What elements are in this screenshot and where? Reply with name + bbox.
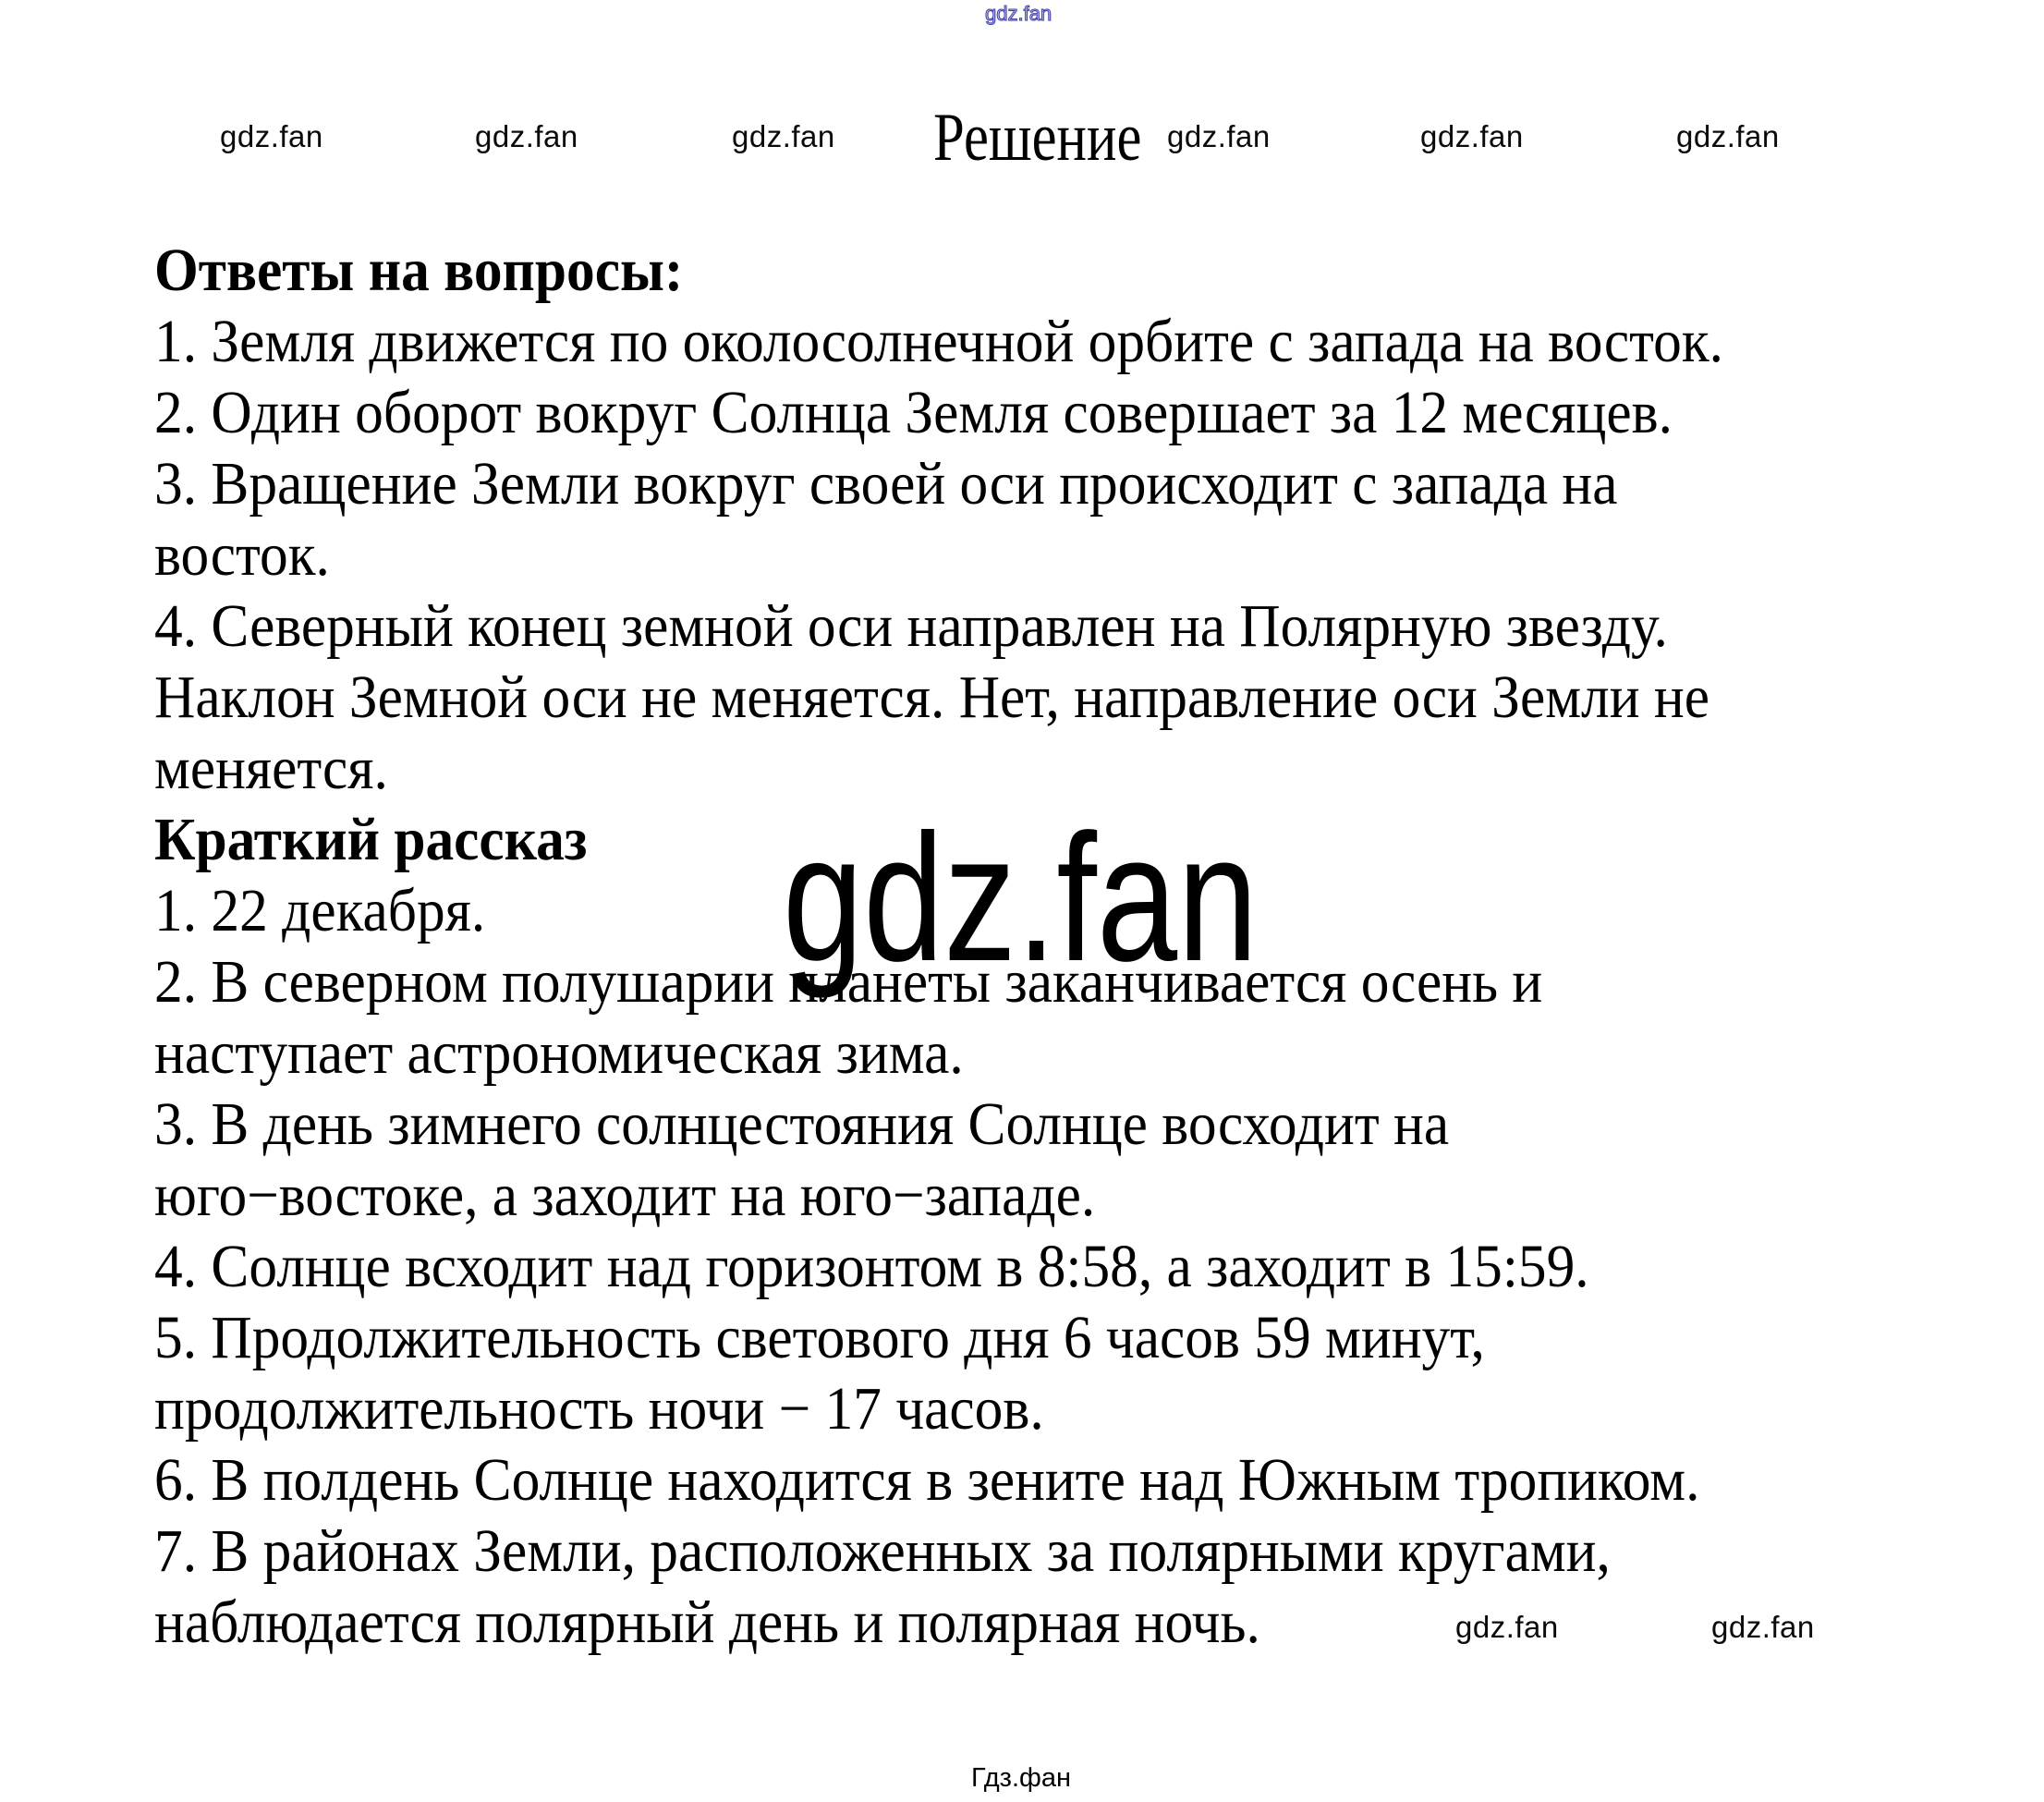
watermark-top-6: gdz.fan xyxy=(1676,119,1780,153)
text-line: 1. 22 декабря. xyxy=(154,877,486,944)
text-line: 1. Земля движется по околосолнечной орбите с запада на восток. xyxy=(154,308,1724,375)
text-line: продолжительность ночи − 17 часов. xyxy=(154,1375,1044,1443)
text-line: 3. Вращение Земли вокруг своей оси происходит с запада на xyxy=(154,450,1618,517)
text-line: 4. Северный конец земной оси направлен на Полярную звезду. xyxy=(154,592,1668,660)
watermark-large: gdz.fan xyxy=(783,797,1259,999)
site-footer-label: Гдз.фан xyxy=(971,1763,1072,1793)
text-line: юго−востоке, а заходит на юго−западе. xyxy=(154,1162,1096,1229)
text-line: 2. Один оборот вокруг Солнца Земля совершает за 12 месяцев. xyxy=(154,379,1673,446)
section-heading-story: Краткий рассказ xyxy=(154,806,588,873)
watermark-bottom-2: gdz.fan xyxy=(1711,1610,1815,1644)
text-line: 7. В районах Земли, расположенных за полярными кругами, xyxy=(154,1517,1611,1585)
text-line: 3. В день зимнего солнцестояния Солнце восходит на xyxy=(154,1090,1450,1158)
watermark-top-2: gdz.fan xyxy=(475,119,578,153)
watermark-top-5: gdz.fan xyxy=(1420,119,1524,153)
text-line: восток. xyxy=(154,521,330,589)
watermark-top-blue: gdz.fan xyxy=(985,2,1052,25)
watermark-top-4: gdz.fan xyxy=(1167,119,1271,153)
section-heading-answers: Ответы на вопросы: xyxy=(154,237,684,304)
solution-text xyxy=(154,235,2044,1658)
text-line: 2. В северном полушарии планеты заканчивается осень и xyxy=(154,948,1543,1016)
text-line: меняется. xyxy=(154,735,388,802)
text-line: наступает астрономическая зима. xyxy=(154,1019,964,1087)
watermark-top-3: gdz.fan xyxy=(732,119,835,153)
watermark-top-1: gdz.fan xyxy=(220,119,323,153)
watermark-bottom-1: gdz.fan xyxy=(1455,1610,1559,1644)
text-line: Наклон Земной оси не меняется. Нет, направление оси Земли не xyxy=(154,664,1709,731)
text-line: наблюдается полярный день и полярная ночь. xyxy=(154,1589,1260,1656)
page-title: Решение xyxy=(933,100,1142,176)
text-line: 4. Солнце всходит над горизонтом в 8:58, а заходит в 15:59. xyxy=(154,1233,1589,1300)
text-line: 5. Продолжительность светового дня 6 часов 59 минут, xyxy=(154,1304,1485,1371)
text-line: 6. В полдень Солнце находится в зените над Южным тропиком. xyxy=(154,1446,1700,1514)
